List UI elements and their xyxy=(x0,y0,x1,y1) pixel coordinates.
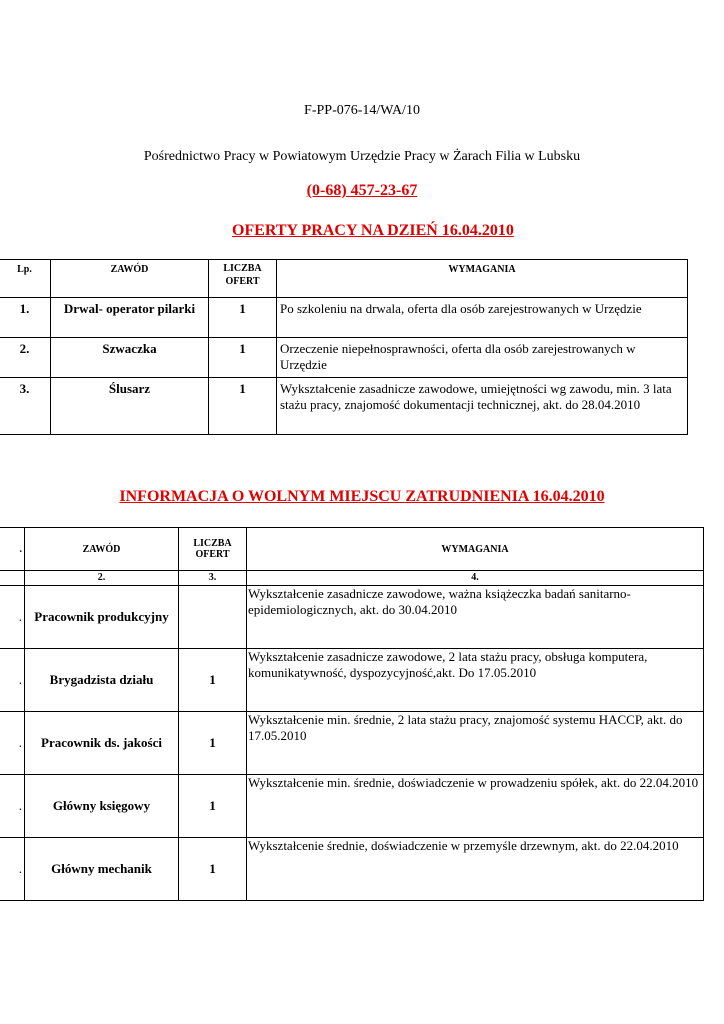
row-zawod: Brygadzista działu xyxy=(25,649,179,712)
header-liczba-line2: OFERT xyxy=(195,549,230,560)
row-wymagania: Wykształcenie min. średnie, doświadczenie w prowadzeniu spółek, akt. do 22.04.2010 xyxy=(247,775,704,838)
row-zawod: Pracownik ds. jakości xyxy=(25,712,179,775)
row-wymagania: Wykształcenie zasadnicze zawodowe, umiejętności wg zawodu, min. 3 lata stażu pracy, znajomość dokumentacji technicznej, akt. do 28.04.2010 xyxy=(277,378,688,435)
header-liczba xyxy=(209,260,277,298)
header-liczba-line2: OFERT xyxy=(225,276,260,287)
row-wymagania: Wykształcenie średnie, doświadczenie w przemyśle drzewnym, akt. do 22.04.2010 xyxy=(247,838,704,901)
row-liczba: 1 xyxy=(209,298,277,338)
row-liczba: 1 xyxy=(179,649,247,712)
row-wymagania: Wykształcenie zasadnicze zawodowe, ważna książeczka badań sanitarno-epidemiologicznych, akt. do 30.04.2010 xyxy=(247,586,704,649)
header-zawod: ZAWÓD xyxy=(25,528,179,571)
row-liczba: 1 xyxy=(209,338,277,378)
table-row xyxy=(0,649,704,712)
row-lp: 3. xyxy=(0,378,51,435)
row-wymagania: Wykształcenie min. średnie, 2 lata stażu pracy, znajomość systemu HACCP, akt. do 17.05.2010 xyxy=(247,712,704,775)
table-row xyxy=(0,712,704,775)
column-number-lp xyxy=(0,571,25,586)
row-liczba xyxy=(179,586,247,649)
info-title: INFORMACJA O WOLNYM MIEJSCU ZATRUDNIENIA 16.04.2010 xyxy=(119,488,605,505)
header-zawod: ZAWÓD xyxy=(51,260,209,298)
row-lp: 1. xyxy=(0,298,51,338)
table-row xyxy=(0,378,688,435)
table-row xyxy=(0,338,688,378)
column-number-zawod: 2. xyxy=(25,571,179,586)
row-zawod: Pracownik produkcyjny xyxy=(25,586,179,649)
row-lp: . xyxy=(0,775,25,838)
offers-table-header xyxy=(0,260,688,298)
row-liczba: 1 xyxy=(179,775,247,838)
table-row xyxy=(0,586,704,649)
row-liczba: 1 xyxy=(179,712,247,775)
row-lp: . xyxy=(0,586,25,649)
header-wymagania: WYMAGANIA xyxy=(277,260,688,298)
table-row xyxy=(0,775,704,838)
row-lp: . xyxy=(0,712,25,775)
vacancy-table xyxy=(0,527,704,901)
form-code: F-PP-076-14/WA/10 xyxy=(304,103,420,118)
header-liczba-line1: LICZBA xyxy=(193,538,232,549)
row-lp: . xyxy=(0,838,25,901)
row-wymagania: Wykształcenie zasadnicze zawodowe, 2 lata stażu pracy, obsługa komputera, komunikatywność, dyspozycyjność,akt. Do 17.05.2010 xyxy=(247,649,704,712)
office-name: Pośrednictwo Pracy w Powiatowym Urzędzie Pracy w Żarach Filia w Lubsku xyxy=(143,149,581,164)
row-wymagania: Orzeczenie niepełnosprawności, oferta dla osób zarejestrowanych w Urzędzie xyxy=(277,338,688,378)
row-zawod: Szwaczka xyxy=(51,338,209,378)
offers-table xyxy=(0,259,688,435)
row-zawod: Główny mechanik xyxy=(25,838,179,901)
vacancy-table-header xyxy=(0,528,704,571)
header-liczba xyxy=(179,528,247,571)
column-number-wymagania: 4. xyxy=(247,571,704,586)
row-lp: 2. xyxy=(0,338,51,378)
phone-number: (0-68) 457-23-67 xyxy=(306,182,418,199)
row-lp: . xyxy=(0,649,25,712)
header-liczba-line1: LICZBA xyxy=(223,263,262,274)
row-zawod: Główny księgowy xyxy=(25,775,179,838)
row-zawod: Ślusarz xyxy=(51,378,209,435)
header-wymagania: WYMAGANIA xyxy=(247,528,704,571)
row-zawod: Drwal- operator pilarki xyxy=(51,298,209,338)
column-number-liczba: 3. xyxy=(179,571,247,586)
column-numbers-row xyxy=(0,571,704,586)
row-wymagania: Po szkoleniu na drwala, oferta dla osób zarejestrowanych w Urzędzie xyxy=(277,298,688,338)
header-lp: Lp. xyxy=(0,260,51,298)
table-row xyxy=(0,298,688,338)
table-row xyxy=(0,838,704,901)
header-lp: . xyxy=(0,528,25,571)
row-liczba: 1 xyxy=(179,838,247,901)
offers-title: OFERTY PRACY NA DZIEŃ 16.04.2010 xyxy=(232,222,514,239)
row-liczba: 1 xyxy=(209,378,277,435)
